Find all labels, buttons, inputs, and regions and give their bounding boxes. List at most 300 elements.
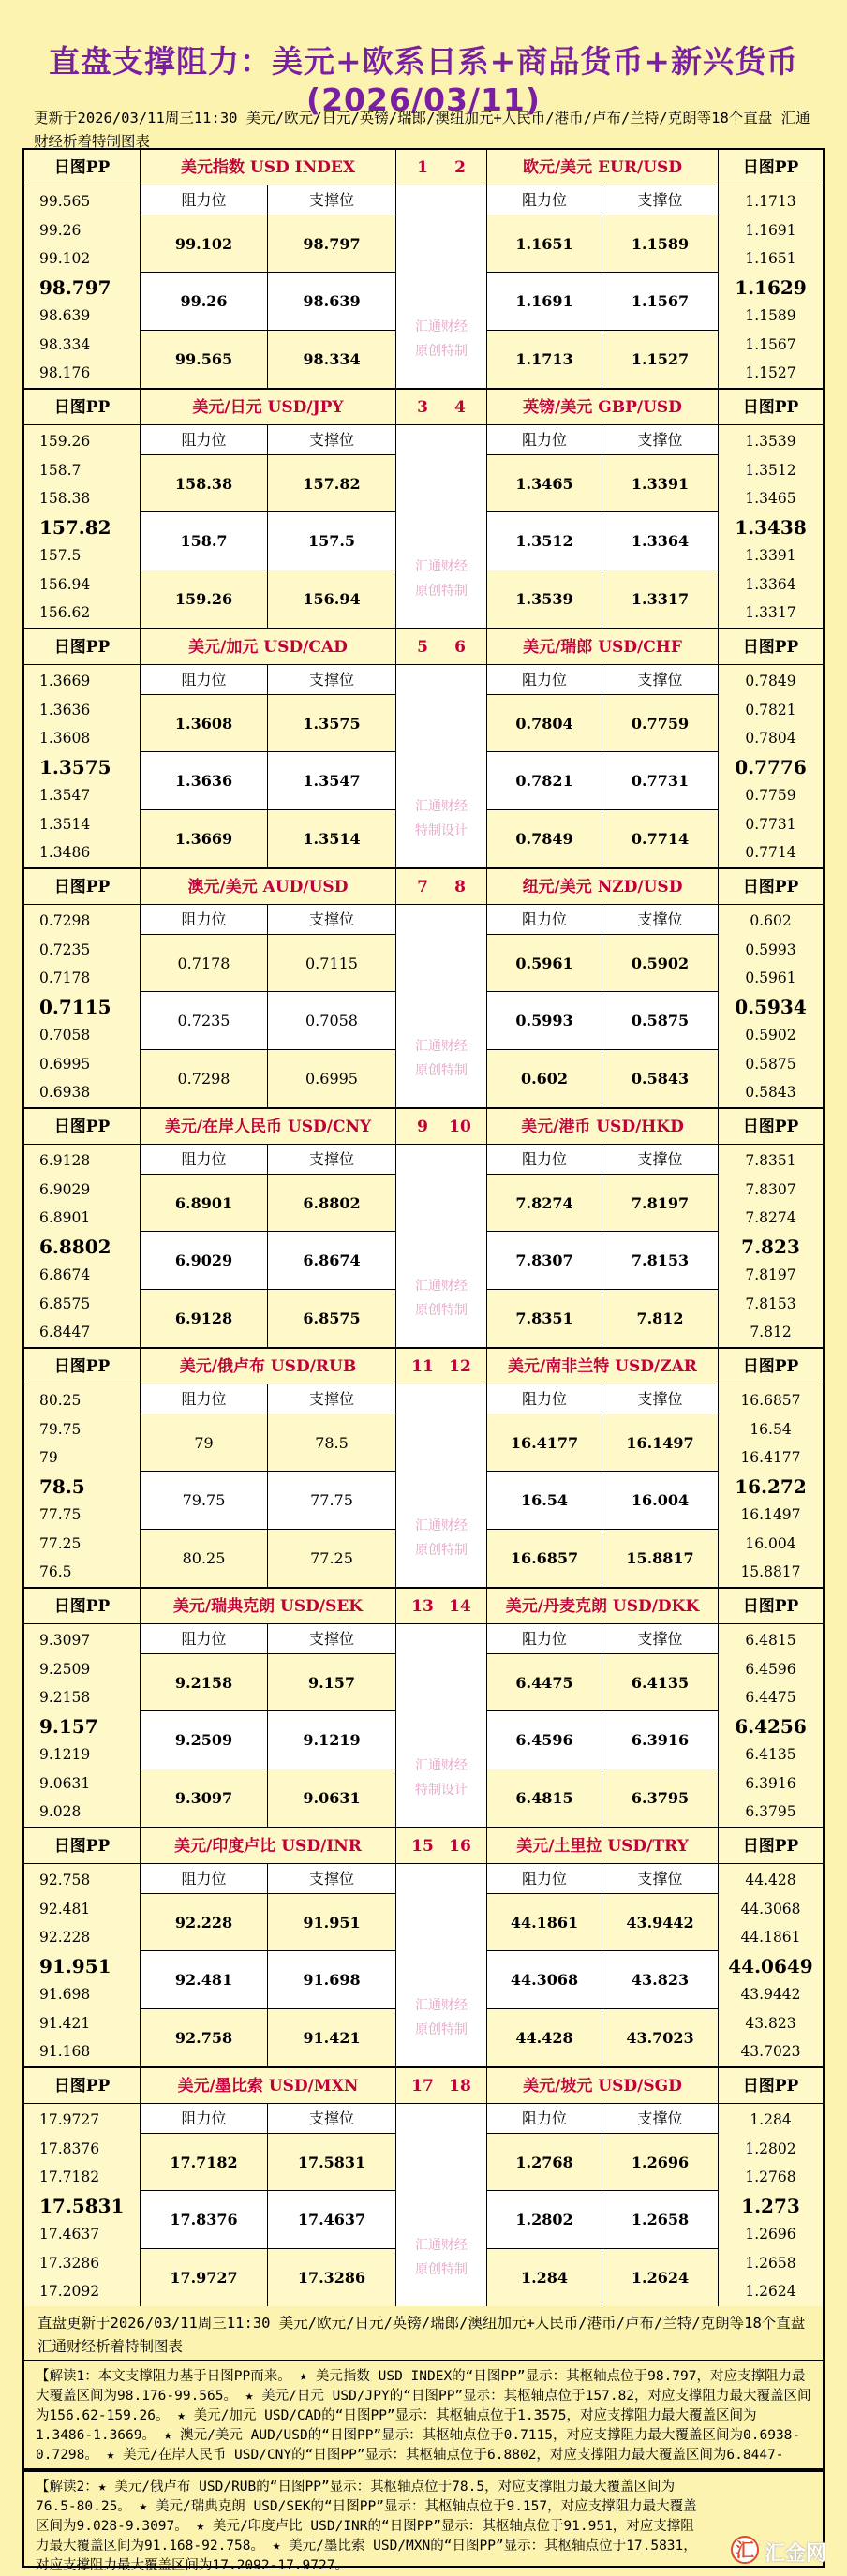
resistance-header: 阻力位 bbox=[141, 905, 268, 934]
watermark-line: 原创特制 bbox=[415, 2262, 468, 2277]
pp-level: 1.3636 bbox=[39, 701, 91, 718]
support-header: 支撑位 bbox=[637, 1630, 683, 1648]
support-value: 7.8153 bbox=[631, 1251, 690, 1269]
pair-name: 美元/墨比索 USD/MXN bbox=[141, 2068, 395, 2104]
pp-header: 日图PP bbox=[719, 1828, 823, 1864]
table-row bbox=[487, 1414, 718, 1472]
pp-level: 0.5902 bbox=[745, 1027, 796, 1044]
block-number-column bbox=[395, 1589, 487, 1827]
pp-level: 98.639 bbox=[39, 307, 91, 324]
support-value: 0.5843 bbox=[631, 1070, 690, 1088]
table-row bbox=[141, 1711, 395, 1769]
table-row bbox=[141, 1414, 395, 1472]
pp-level: 6.9029 bbox=[39, 1180, 91, 1198]
pp-level: 1.3608 bbox=[39, 730, 91, 747]
pp-values bbox=[24, 1147, 140, 1347]
pivot-point: 7.823 bbox=[741, 1235, 800, 1258]
support-header: 支撑位 bbox=[308, 2110, 354, 2127]
pp-level: 92.228 bbox=[39, 1929, 91, 1946]
level-table bbox=[141, 1384, 395, 1587]
block-numbers bbox=[396, 1349, 486, 1384]
pivot-point: 1.273 bbox=[741, 2194, 800, 2217]
pair-number: 18 bbox=[449, 2077, 471, 2095]
support-header: 支撑位 bbox=[308, 1630, 354, 1648]
support-value: 0.6995 bbox=[305, 1070, 358, 1088]
level-table bbox=[487, 1145, 718, 1347]
resistance-value: 0.7235 bbox=[141, 992, 268, 1049]
resistance-value: 7.8274 bbox=[487, 1175, 602, 1231]
pp-header: 日图PP bbox=[24, 1109, 140, 1145]
table-row bbox=[487, 992, 718, 1050]
table-row bbox=[487, 935, 718, 992]
pair-table bbox=[141, 869, 395, 1107]
support-value: 0.7058 bbox=[305, 1012, 358, 1029]
resistance-value: 92.228 bbox=[141, 1894, 268, 1950]
pp-values bbox=[719, 1386, 823, 1587]
pp-level: 0.6995 bbox=[39, 1055, 91, 1073]
pp-values bbox=[719, 1147, 823, 1347]
pp-level: 17.9727 bbox=[39, 2111, 100, 2128]
pp-level: 43.7023 bbox=[740, 2043, 801, 2060]
resistance-header: 阻力位 bbox=[487, 1384, 602, 1414]
pivot-point: 9.157 bbox=[39, 1714, 98, 1738]
support-value: 1.1567 bbox=[631, 292, 690, 310]
pp-level: 17.4637 bbox=[39, 2226, 100, 2243]
pair-table bbox=[487, 390, 718, 628]
support-value: 43.823 bbox=[631, 1971, 690, 1989]
pp-level: 9.2158 bbox=[39, 1689, 91, 1706]
pp-column bbox=[718, 1828, 825, 2066]
resistance-value: 16.6857 bbox=[487, 1530, 602, 1587]
support-value: 6.4135 bbox=[631, 1674, 690, 1692]
support-header: 支撑位 bbox=[637, 910, 683, 928]
pair-name: 美元/加元 USD/CAD bbox=[141, 629, 395, 665]
support-value: 16.004 bbox=[631, 1491, 690, 1509]
resistance-value: 6.4475 bbox=[487, 1654, 602, 1710]
pp-level: 16.1497 bbox=[740, 1506, 801, 1523]
support-value: 1.1527 bbox=[631, 350, 690, 368]
pp-level: 0.7731 bbox=[745, 815, 796, 833]
watermark bbox=[396, 1993, 486, 2042]
pp-level: 1.1651 bbox=[745, 250, 796, 267]
support-value: 1.3575 bbox=[303, 715, 361, 733]
support-header: 支撑位 bbox=[308, 671, 354, 688]
resistance-value: 1.2802 bbox=[487, 2191, 602, 2248]
table-header bbox=[487, 1145, 718, 1175]
watermark-line: 汇通财经 bbox=[415, 1998, 468, 2013]
pp-values bbox=[719, 2106, 823, 2306]
pair-block bbox=[22, 1107, 825, 1347]
resistance-header: 阻力位 bbox=[141, 2104, 268, 2133]
pivot-point: 6.8802 bbox=[39, 1235, 111, 1258]
pp-level: 99.102 bbox=[39, 250, 91, 267]
resistance-value: 92.758 bbox=[141, 2009, 268, 2066]
support-value: 98.797 bbox=[303, 235, 361, 253]
explanation-2: 【解读2：★ 美元/俄卢布 USD/RUB的“日图PP”显示：其枢轴点位于78.5，对应支撑阻力最大覆盖区间为76.5-80.25。 ★ 美元/瑞典克朗 USD/SEK的“日图PP”显示：其枢轴点位于9.157，对应支撑阻力最大覆盖区间为9.028-9.3097。 ★ 美元/印度卢比 USD/INR的“日图PP”显示：其枢轴点位于91.951，对应支撑阻力最大覆盖区间为91.168-92.758。 ★ 美元/墨比索 USD/MXN的“日图PP”显示：其枢轴点位于17.5831，对应支撑阻力最大覆盖区间为17.2092-17.9727。 bbox=[22, 2470, 825, 2568]
level-table bbox=[141, 1864, 395, 2066]
support-header: 支撑位 bbox=[308, 1390, 354, 1408]
table-row bbox=[141, 455, 395, 512]
pp-level: 1.284 bbox=[750, 2111, 792, 2128]
resistance-value: 1.3636 bbox=[141, 752, 268, 809]
pp-level: 158.38 bbox=[39, 490, 91, 507]
level-table bbox=[141, 905, 395, 1107]
level-table bbox=[487, 1864, 718, 2066]
table-header bbox=[487, 1624, 718, 1654]
pivot-point: 6.4256 bbox=[735, 1714, 807, 1738]
resistance-header: 阻力位 bbox=[141, 1384, 268, 1414]
support-value: 17.5831 bbox=[297, 2154, 366, 2171]
pp-column bbox=[22, 150, 141, 388]
table-row bbox=[141, 992, 395, 1050]
pair-table bbox=[487, 1349, 718, 1587]
resistance-value: 7.8307 bbox=[487, 1232, 602, 1289]
level-table bbox=[487, 665, 718, 867]
table-header bbox=[487, 425, 718, 455]
resistance-value: 9.2158 bbox=[141, 1654, 268, 1710]
resistance-header: 阻力位 bbox=[487, 1864, 602, 1893]
level-table bbox=[487, 425, 718, 628]
watermark-line: 原创特制 bbox=[415, 1543, 468, 1558]
support-value: 157.82 bbox=[303, 475, 361, 493]
logo-text: 汇金网 bbox=[765, 2542, 827, 2566]
level-table bbox=[141, 665, 395, 867]
pp-header: 日图PP bbox=[719, 869, 823, 905]
support-value: 0.7759 bbox=[631, 715, 690, 733]
table-header bbox=[141, 185, 395, 215]
table-header bbox=[487, 1864, 718, 1894]
table-row bbox=[141, 512, 395, 570]
resistance-header: 阻力位 bbox=[141, 185, 268, 215]
watermark-line: 汇通财经 bbox=[415, 1039, 468, 1054]
support-value: 6.8575 bbox=[303, 1310, 361, 1327]
support-header: 支撑位 bbox=[637, 2110, 683, 2127]
level-table bbox=[487, 1384, 718, 1587]
pp-level: 98.334 bbox=[39, 335, 91, 353]
resistance-header: 阻力位 bbox=[487, 425, 602, 454]
block-numbers bbox=[396, 629, 486, 665]
support-value: 1.3317 bbox=[631, 590, 690, 608]
pp-values bbox=[24, 907, 140, 1107]
pivot-point: 0.7115 bbox=[39, 995, 111, 1018]
pp-values bbox=[719, 667, 823, 867]
support-header: 支撑位 bbox=[308, 191, 354, 209]
pp-level: 0.7235 bbox=[39, 940, 91, 958]
pp-level: 1.1713 bbox=[745, 193, 796, 210]
pivot-point: 78.5 bbox=[39, 1474, 85, 1498]
pair-name: 英镑/美元 GBP/USD bbox=[487, 390, 718, 425]
pair-table bbox=[141, 1828, 395, 2066]
table-row bbox=[487, 810, 718, 867]
pivot-point: 16.272 bbox=[735, 1474, 807, 1498]
pp-level: 156.62 bbox=[39, 604, 91, 621]
table-header bbox=[487, 665, 718, 695]
pp-level: 7.8197 bbox=[745, 1266, 796, 1283]
pp-level: 7.8153 bbox=[745, 1295, 796, 1312]
pp-level: 91.168 bbox=[39, 2043, 91, 2060]
pp-column bbox=[22, 869, 141, 1107]
block-numbers bbox=[396, 150, 486, 185]
pp-level: 1.3317 bbox=[745, 604, 796, 621]
watermark-line: 特制设计 bbox=[415, 1783, 468, 1798]
pp-level: 80.25 bbox=[39, 1392, 82, 1409]
pp-level: 1.3465 bbox=[745, 490, 796, 507]
pp-column bbox=[22, 1589, 141, 1827]
table-row bbox=[141, 752, 395, 810]
pp-level: 91.698 bbox=[39, 1986, 91, 2003]
resistance-value: 1.2768 bbox=[487, 2134, 602, 2190]
pp-level: 0.602 bbox=[750, 912, 792, 929]
pp-level: 44.1861 bbox=[740, 1929, 801, 1946]
pp-level: 7.8274 bbox=[745, 1209, 796, 1226]
pp-level: 6.3795 bbox=[745, 1803, 796, 1820]
pp-level: 1.1691 bbox=[745, 221, 796, 239]
pp-level: 6.3916 bbox=[745, 1774, 796, 1792]
watermark-line: 原创特制 bbox=[415, 344, 468, 359]
table-row bbox=[141, 1951, 395, 2009]
resistance-header: 阻力位 bbox=[141, 665, 268, 694]
support-value: 43.9442 bbox=[626, 1914, 694, 1932]
explanation-1: 【解读1：本文支撑阻力基于日图PP而来。 ★ 美元指数 USD INDEX的“日图PP”显示：其枢轴点位于98.797，对应支撑阻力最大覆盖区间为98.176-99.565。 ★ 美元/日元 USD/JPY的“日图PP”显示：其枢轴点位于157.82，对应支撑阻力最大覆盖区间为156.62-159.26。 ★ 美元/加元 USD/CAD的“日图PP”显示：其枢轴点位于1.3575，对应支撑阻力最大覆盖区间为1.3486-1.3669。 ★ 澳元/美元 AUD/USD的“日图PP”显示：其枢轴点位于0.7115，对应支撑阻力最大覆盖区间为0.6938-0.7298。 ★ 美元/在岸人民币 USD/CNY的“日图PP”显示：其枢轴点位于6.8802，对应支撑阻力最大覆盖区间为6.8447- bbox=[22, 2360, 825, 2470]
pp-level: 43.9442 bbox=[740, 1986, 801, 2003]
support-header: 支撑位 bbox=[637, 671, 683, 688]
pp-level: 158.7 bbox=[39, 461, 82, 479]
pair-block bbox=[22, 2066, 825, 2306]
pp-values bbox=[24, 427, 140, 628]
pp-level: 0.7821 bbox=[745, 701, 796, 718]
pp-level: 1.3539 bbox=[745, 433, 796, 450]
support-value: 1.3364 bbox=[631, 532, 690, 550]
pp-level: 7.812 bbox=[750, 1324, 792, 1340]
pp-values bbox=[24, 667, 140, 867]
resistance-value: 17.8376 bbox=[141, 2191, 268, 2248]
level-table bbox=[487, 1624, 718, 1827]
pair-number: 13 bbox=[411, 1597, 434, 1616]
support-value: 0.7115 bbox=[305, 955, 358, 972]
pp-header: 日图PP bbox=[719, 629, 823, 665]
pair-name: 美元/土里拉 USD/TRY bbox=[487, 1828, 718, 1864]
resistance-value: 99.565 bbox=[141, 331, 268, 388]
level-table bbox=[141, 1624, 395, 1827]
resistance-value: 159.26 bbox=[141, 570, 268, 628]
pp-level: 6.8575 bbox=[39, 1295, 91, 1312]
pp-level: 1.2696 bbox=[745, 2226, 796, 2243]
resistance-value: 1.3539 bbox=[487, 570, 602, 628]
resistance-value: 0.7178 bbox=[141, 935, 268, 991]
pair-block bbox=[22, 1587, 825, 1827]
support-header: 支撑位 bbox=[637, 1150, 683, 1168]
resistance-value: 92.481 bbox=[141, 1951, 268, 2008]
support-value: 6.8674 bbox=[303, 1251, 361, 1269]
block-number-column bbox=[395, 150, 487, 388]
pp-level: 16.4177 bbox=[740, 1449, 801, 1466]
pp-level: 79 bbox=[39, 1449, 58, 1466]
resistance-value: 1.1651 bbox=[487, 215, 602, 272]
pp-level: 159.26 bbox=[39, 433, 91, 450]
resistance-value: 44.428 bbox=[487, 2009, 602, 2066]
pair-number: 14 bbox=[449, 1597, 471, 1616]
pp-level: 17.7182 bbox=[39, 2169, 100, 2185]
table-row bbox=[141, 1050, 395, 1107]
resistance-value: 1.1691 bbox=[487, 273, 602, 330]
resistance-value: 99.102 bbox=[141, 215, 268, 272]
table-row bbox=[487, 455, 718, 512]
watermark-line: 特制设计 bbox=[415, 823, 468, 838]
pp-level: 99.26 bbox=[39, 221, 82, 239]
table-header bbox=[487, 2104, 718, 2134]
resistance-value: 99.26 bbox=[141, 273, 268, 330]
table-header bbox=[141, 2104, 395, 2134]
pp-level: 16.004 bbox=[745, 1534, 796, 1552]
pp-level: 1.2768 bbox=[745, 2169, 796, 2185]
table-row bbox=[141, 331, 395, 388]
support-value: 1.3391 bbox=[631, 475, 690, 493]
table-row bbox=[487, 273, 718, 331]
watermark-line: 汇通财经 bbox=[415, 1758, 468, 1773]
pair-table bbox=[141, 2068, 395, 2306]
resistance-value: 9.3097 bbox=[141, 1769, 268, 1827]
pair-number: 6 bbox=[454, 638, 466, 657]
table-row bbox=[141, 2249, 395, 2306]
pp-level: 1.3547 bbox=[39, 787, 91, 804]
pivot-point: 44.0649 bbox=[728, 1954, 813, 1977]
pp-level: 9.0631 bbox=[39, 1774, 91, 1792]
support-value: 17.4637 bbox=[297, 2211, 366, 2228]
pp-values bbox=[719, 907, 823, 1107]
pp-header: 日图PP bbox=[24, 1589, 140, 1624]
watermark bbox=[396, 2233, 486, 2282]
resistance-header: 阻力位 bbox=[487, 1145, 602, 1174]
support-value: 15.8817 bbox=[626, 1549, 694, 1567]
pp-values bbox=[24, 2106, 140, 2306]
pp-header: 日图PP bbox=[24, 390, 140, 425]
pp-header: 日图PP bbox=[719, 2068, 823, 2104]
pp-level: 6.9128 bbox=[39, 1152, 91, 1169]
table-row bbox=[141, 1894, 395, 1951]
pair-name: 纽元/美元 NZD/USD bbox=[487, 869, 718, 905]
pp-level: 6.8447 bbox=[39, 1324, 91, 1340]
pair-name: 澳元/美元 AUD/USD bbox=[141, 869, 395, 905]
table-row bbox=[141, 935, 395, 992]
block-number-column bbox=[395, 1109, 487, 1347]
pp-level: 9.2509 bbox=[39, 1660, 91, 1678]
page-title: 直盘支撑阻力：美元+欧系日系+商品货币+新兴货币(2026/03/11) bbox=[49, 43, 798, 118]
pp-column bbox=[22, 1349, 141, 1587]
pair-block bbox=[22, 1347, 825, 1587]
pair-table bbox=[141, 629, 395, 867]
support-value: 98.334 bbox=[303, 350, 361, 368]
pp-level: 17.8376 bbox=[39, 2139, 100, 2157]
pp-level: 92.758 bbox=[39, 1872, 91, 1888]
watermark-line: 原创特制 bbox=[415, 584, 468, 599]
pp-header: 日图PP bbox=[719, 150, 823, 185]
pp-column bbox=[22, 390, 141, 628]
pp-level: 0.5993 bbox=[745, 940, 796, 958]
table-header bbox=[141, 1145, 395, 1175]
pp-level: 0.6938 bbox=[39, 1084, 91, 1101]
watermark bbox=[396, 555, 486, 603]
watermark-line: 汇通财经 bbox=[415, 319, 468, 334]
pp-header: 日图PP bbox=[24, 1828, 140, 1864]
table-row bbox=[487, 1175, 718, 1232]
pp-level: 92.481 bbox=[39, 1900, 91, 1917]
pair-block bbox=[22, 628, 825, 867]
pp-level: 43.823 bbox=[745, 2014, 796, 2032]
table-row bbox=[141, 1654, 395, 1711]
pair-number: 9 bbox=[417, 1118, 428, 1136]
table-row bbox=[487, 2134, 718, 2191]
resistance-header: 阻力位 bbox=[141, 425, 268, 454]
table-row bbox=[141, 273, 395, 331]
resistance-value: 1.284 bbox=[487, 2249, 602, 2306]
pp-values bbox=[719, 1626, 823, 1827]
pp-values bbox=[24, 1626, 140, 1827]
pivot-point: 98.797 bbox=[39, 275, 111, 299]
table-row bbox=[487, 1769, 718, 1827]
pp-level: 0.5875 bbox=[745, 1055, 796, 1073]
pp-level: 0.7759 bbox=[745, 787, 796, 804]
support-value: 157.5 bbox=[307, 532, 356, 550]
block-numbers bbox=[396, 1589, 486, 1624]
pair-number: 17 bbox=[411, 2077, 434, 2095]
watermark-line: 原创特制 bbox=[415, 2022, 468, 2037]
support-value: 1.1589 bbox=[631, 235, 690, 253]
pp-values bbox=[24, 1866, 140, 2066]
update-note: 更新于2026/03/11周三11:30 美元/欧元/日元/英镑/瑞郎/澳纽加元+人民币/港币/卢布/兰特/克朗等18个直盘 汇通财经析着特制图表 bbox=[34, 110, 810, 150]
table-header bbox=[487, 185, 718, 215]
block-number-column bbox=[395, 869, 487, 1107]
pp-level: 7.8307 bbox=[745, 1180, 796, 1198]
pp-header: 日图PP bbox=[24, 150, 140, 185]
pair-number: 8 bbox=[454, 878, 466, 896]
support-value: 7.812 bbox=[636, 1310, 684, 1327]
pair-name: 美元/俄卢布 USD/RUB bbox=[141, 1349, 395, 1384]
pivot-point: 157.82 bbox=[39, 515, 111, 539]
pivot-point: 91.951 bbox=[39, 1954, 111, 1977]
pair-number: 16 bbox=[449, 1837, 471, 1856]
table-row bbox=[487, 1894, 718, 1951]
pair-table bbox=[487, 1589, 718, 1827]
block-number-column bbox=[395, 390, 487, 628]
pair-name: 欧元/美元 EUR/USD bbox=[487, 150, 718, 185]
pp-level: 1.2658 bbox=[745, 2254, 796, 2272]
table-row bbox=[487, 215, 718, 273]
pp-column bbox=[22, 2068, 141, 2306]
table-row bbox=[141, 570, 395, 628]
pivot-point: 0.7776 bbox=[735, 755, 807, 778]
table-row bbox=[487, 2191, 718, 2249]
pp-level: 1.1589 bbox=[745, 307, 796, 324]
pair-table bbox=[141, 150, 395, 388]
pp-level: 6.4475 bbox=[745, 1689, 796, 1706]
block-number-column bbox=[395, 1828, 487, 2066]
resistance-header: 阻力位 bbox=[487, 905, 602, 934]
resistance-value: 0.7298 bbox=[141, 1050, 268, 1107]
support-value: 0.7731 bbox=[631, 772, 690, 790]
resistance-value: 1.3465 bbox=[487, 455, 602, 511]
table-row bbox=[487, 1050, 718, 1107]
table-row bbox=[487, 1472, 718, 1530]
block-numbers bbox=[396, 1828, 486, 1864]
resistance-value: 0.7804 bbox=[487, 695, 602, 751]
pp-level: 9.3097 bbox=[39, 1632, 91, 1649]
block-numbers bbox=[396, 2068, 486, 2104]
pp-level: 17.2092 bbox=[39, 2283, 100, 2300]
pivot-table-grid bbox=[22, 148, 825, 2306]
pp-column bbox=[22, 1828, 141, 2066]
support-header: 支撑位 bbox=[637, 1390, 683, 1408]
pair-number: 12 bbox=[449, 1357, 471, 1376]
